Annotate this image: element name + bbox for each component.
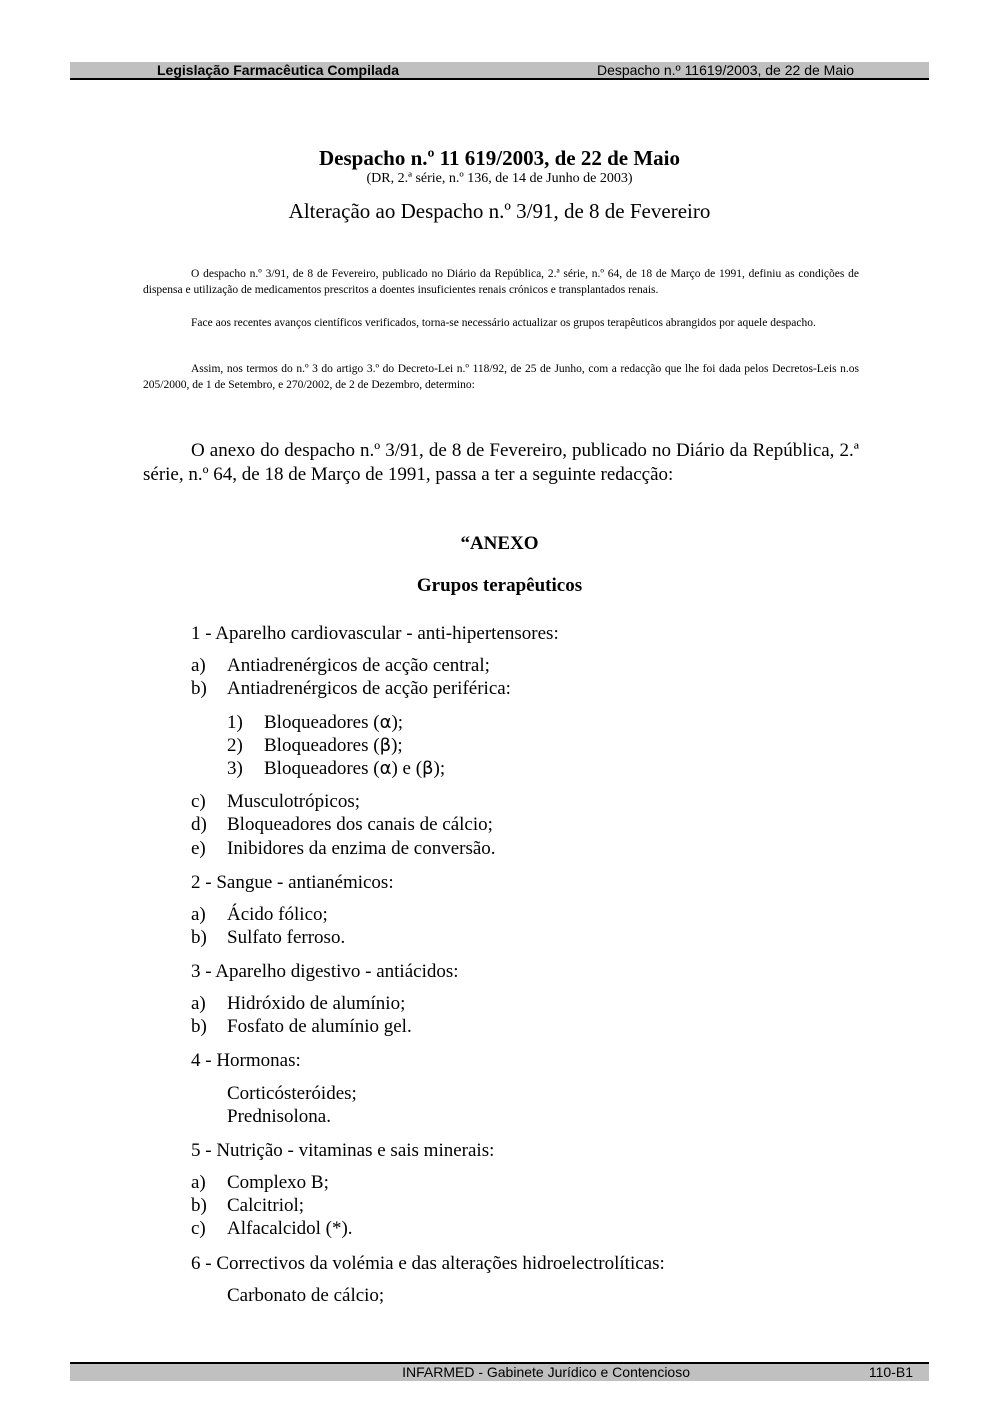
group-heading-1: 1 - Aparelho cardiovascular - anti-hipertensores: <box>191 623 559 644</box>
list-item: Complexo B; <box>227 1172 329 1193</box>
group-heading-3: 3 - Aparelho digestivo - antiácidos: <box>191 961 459 982</box>
sublist-item: Bloqueadores (α) e (β); <box>264 758 446 779</box>
header-document-ref: Despacho n.º 11619/2003, de 22 de Maio <box>596 62 854 78</box>
list-item: Inibidores da enzima de conversão. <box>227 838 496 859</box>
list-item: Calcitriol; <box>227 1195 305 1216</box>
list-marker: b) <box>191 678 207 699</box>
list-marker: b) <box>191 927 207 948</box>
sublist-marker: 3) <box>227 758 243 779</box>
preamble-paragraph-2: Face aos recentes avanços científicos verificados, torna-se necessário actualizar os grupos terapêuticos abrangidos por aquele despacho. <box>191 317 816 329</box>
decree-paragraph: O anexo do despacho n.º 3/91, de 8 de Fevereiro, publicado no Diário da República, 2.ª série, n.º 64, de 18 de Março de 1991, passa a ter a seguinte redacção: <box>143 440 859 485</box>
list-item: Sulfato ferroso. <box>227 927 346 948</box>
list-marker: a) <box>191 904 206 925</box>
preamble-paragraph-1: O despacho n.º 3/91, de 8 de Fevereiro, publicado no Diário da República, 2.ª série, n.º 64, de 18 de Março de 1991, definiu as condições de dispensa e utilização de medicamentos prescritos a doentes insuficientes renais crónicos e transplantados renais. <box>143 268 859 296</box>
page-number: 110-B1 <box>868 1364 913 1380</box>
document-subject: Alteração ao Despacho n.º 3/91, de 8 de Fevereiro <box>288 199 711 223</box>
sublist-marker: 2) <box>227 735 243 756</box>
list-marker: b) <box>191 1195 207 1216</box>
annex-subheading: Grupos terapêuticos <box>416 575 583 596</box>
list-marker: a) <box>191 993 206 1014</box>
list-item: Antiadrenérgicos de acção central; <box>227 655 490 676</box>
document-title: Despacho n.º 11 619/2003, de 22 de Maio <box>318 146 681 170</box>
footer-organization: INFARMED - Gabinete Jurídico e Contencioso <box>402 1364 690 1380</box>
sublist-item: Bloqueadores (α); <box>264 712 404 733</box>
publication-reference: (DR, 2.ª série, n.º 136, de 14 de Junho de 2003) <box>366 171 633 186</box>
list-item: Carbonato de cálcio; <box>227 1285 385 1306</box>
list-item: Hidróxido de alumínio; <box>227 993 406 1014</box>
annex-heading: “ANEXO <box>460 533 539 554</box>
list-item: Fosfato de alumínio gel. <box>227 1016 412 1037</box>
sublist-item: Bloqueadores (β); <box>264 735 403 756</box>
list-marker: c) <box>191 791 206 812</box>
group-heading-2: 2 - Sangue - antianémicos: <box>191 872 394 893</box>
running-footer <box>70 1362 929 1381</box>
list-item: Ácido fólico; <box>227 904 328 925</box>
list-item: Alfacalcidol (*). <box>227 1218 353 1239</box>
list-item: Prednisolona. <box>227 1106 331 1127</box>
running-header <box>70 62 929 80</box>
group-heading-6: 6 - Correctivos da volémia e das alterações hidroelectrolíticas: <box>191 1253 665 1274</box>
header-publication-title: Legislação Farmacêutica Compilada <box>157 62 399 78</box>
list-marker: d) <box>191 814 207 835</box>
preamble-paragraph-3: Assim, nos termos do n.º 3 do artigo 3.º do Decreto-Lei n.º 118/92, de 25 de Junho, com a redacção que lhe foi dada pelos Decretos-Leis n.os 205/2000, de 1 de Setembro, e 270/2002, de 2 de Dezembro, determino: <box>143 363 859 391</box>
list-item: Corticósteróides; <box>227 1083 357 1104</box>
list-item: Antiadrenérgicos de acção periférica: <box>227 678 511 699</box>
sublist-marker: 1) <box>227 712 243 733</box>
list-marker: a) <box>191 1172 206 1193</box>
group-heading-4: 4 - Hormonas: <box>191 1050 301 1071</box>
list-item: Musculotrópicos; <box>227 791 360 812</box>
list-item: Bloqueadores dos canais de cálcio; <box>227 814 493 835</box>
list-marker: e) <box>191 838 206 859</box>
group-heading-5: 5 - Nutrição - vitaminas e sais minerais: <box>191 1140 495 1161</box>
list-marker: c) <box>191 1218 206 1239</box>
list-marker: b) <box>191 1016 207 1037</box>
list-marker: a) <box>191 655 206 676</box>
